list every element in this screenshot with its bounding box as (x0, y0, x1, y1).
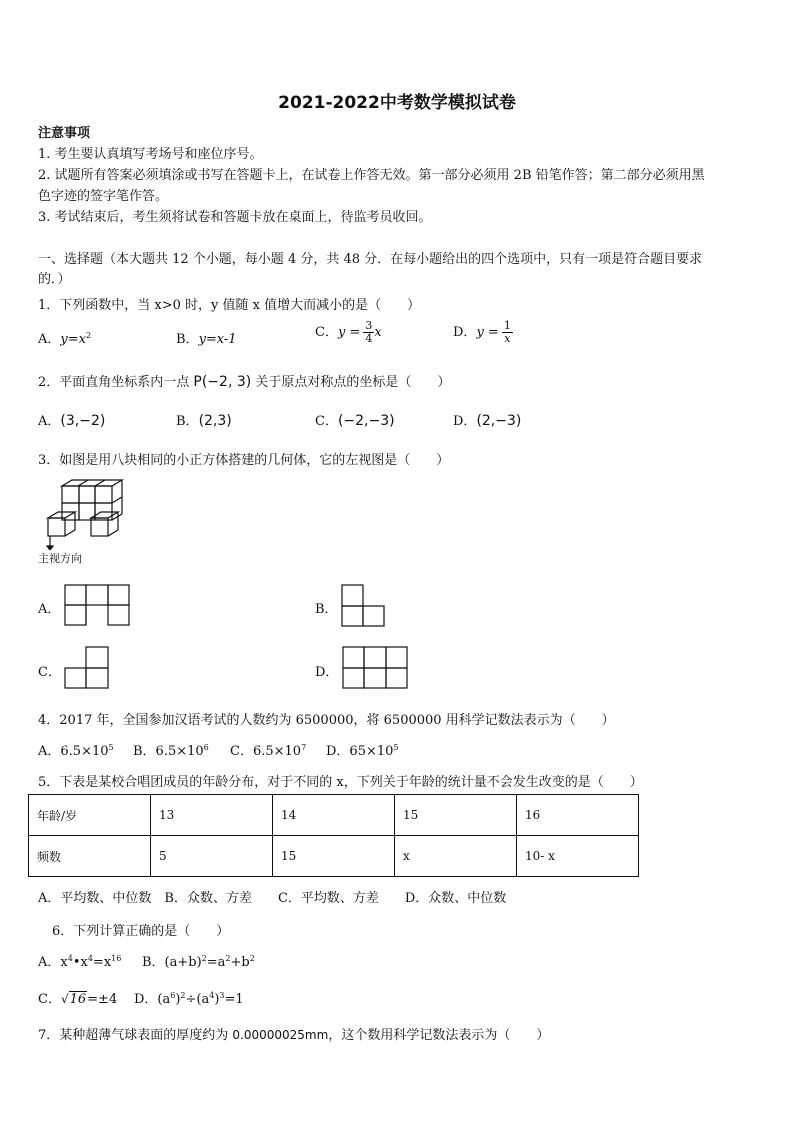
age-distribution-table (28, 794, 639, 877)
q2-stem: 2．平面直角坐标系内一点 P(−2, 3) 关于原点对称点的坐标是（ ） (38, 374, 451, 390)
table-cell: 15 (273, 836, 395, 877)
figure-caption: 主视方向 (38, 552, 82, 565)
table-cell: 频数 (29, 836, 151, 877)
q4-option-a: A．$6.5\times 10^5$ (38, 743, 114, 759)
note-item-3: 3. 考试结束后，考生须将试卷和答题卡放在桌面上，待监考员收回。 (38, 210, 432, 225)
q2-option-c: C．(−2,−3) (315, 413, 395, 429)
table-row (29, 795, 639, 836)
table-cell: x (395, 836, 517, 877)
q1-option-d: D．y = $\frac{1}{x}$ (453, 319, 511, 345)
q6-option-c: C．√16=±4 (38, 992, 118, 1007)
table-row (29, 836, 639, 877)
q4-option-d: D．$65\times 10^5$ (326, 743, 399, 759)
section-heading-cont: 的．） (38, 272, 71, 287)
q3-option-d: D． (315, 665, 339, 680)
view-d-icon (342, 646, 410, 690)
q4-option-c: C．$6.5\times 10^7$ (230, 743, 307, 759)
note-item-2: 2. 试题所有答案必须填涂或书写在答题卡上，在试卷上作答无效。第一部分必须用 2B 铅笔作答；第二部分必须用黑 (38, 168, 705, 183)
q3-option-c: C． (38, 665, 61, 680)
q6-option-a: A．$x^4•x^4=x^{16}$ (38, 954, 122, 970)
page-title: 2021-2022中考数学模拟试卷 (278, 93, 516, 113)
q1-option-a: A．$y=x^2$ (38, 331, 92, 347)
q3-option-a: A． (38, 602, 61, 617)
table-cell: 10- x (517, 836, 639, 877)
notes-heading: 注意事项 (38, 126, 91, 141)
table-cell: 14 (273, 795, 395, 836)
table-cell: 16 (517, 795, 639, 836)
q1-option-c: C．y = $\frac{3}{4}$ x (315, 319, 382, 345)
q7-stem: 7．某种超薄气球表面的厚度约为 0.00000025mm，这个数用科学记数法表示为（ ） (38, 1028, 550, 1043)
note-item-2-cont: 色字迹的签字笔作答。 (38, 189, 169, 204)
table-cell: 5 (151, 836, 273, 877)
view-c-icon (64, 646, 112, 690)
q6-option-b: B．$(a+b)^2=a^2+b^2$ (142, 954, 255, 970)
q6-option-d: D．$(a^6)^2\div(a^4)^3=1$ (134, 991, 244, 1007)
table-cell: 15 (395, 795, 517, 836)
view-b-icon (341, 584, 387, 628)
q4-stem: 4．2017 年，全国参加汉语考试的人数约为 6500000，将 6500000 用科学记数法表示为（ ） (38, 713, 615, 728)
q2-option-a: A．(3,−2) (38, 413, 106, 429)
table-cell: 13 (151, 795, 273, 836)
q2-option-d: D．(2,−3) (453, 413, 522, 429)
q5-stem: 5．下表是某校合唱团成员的年龄分布，对于不同的 x，下列关于年龄的统计量不会发生改变的是（ ） (38, 775, 643, 790)
q6-stem: 6．下列计算正确的是（ ） (52, 924, 230, 939)
q3-option-b: B． (315, 602, 338, 617)
q3-stem: 3．如图是用八块相同的小正方体搭建的几何体，它的左视图是（ ） (38, 453, 450, 468)
cube-figure (36, 478, 136, 550)
q4-option-b: B．$6.5\times 10^6$ (133, 743, 209, 759)
q2-option-b: B．(2,3) (176, 413, 232, 429)
section-heading: 一、选择题（本大题共 12 个小题，每小题 4 分，共 48 分．在每小题给出的四个选项中，只有一项是符合题目要求 (38, 252, 703, 267)
q1-option-b: B．y=x-1 (176, 332, 237, 347)
view-a-icon (64, 584, 132, 626)
q5-options: A．平均数、中位数 B．众数、方差 C．平均数、方差 D．众数、中位数 (38, 891, 507, 906)
table-cell: 年龄/岁 (29, 795, 151, 836)
q1-stem: 1．下列函数中，当 x>0 时，y 值随 x 值增大而减小的是（ ） (38, 298, 421, 313)
note-item-1: 1. 考生要认真填写考场号和座位序号。 (38, 147, 263, 162)
